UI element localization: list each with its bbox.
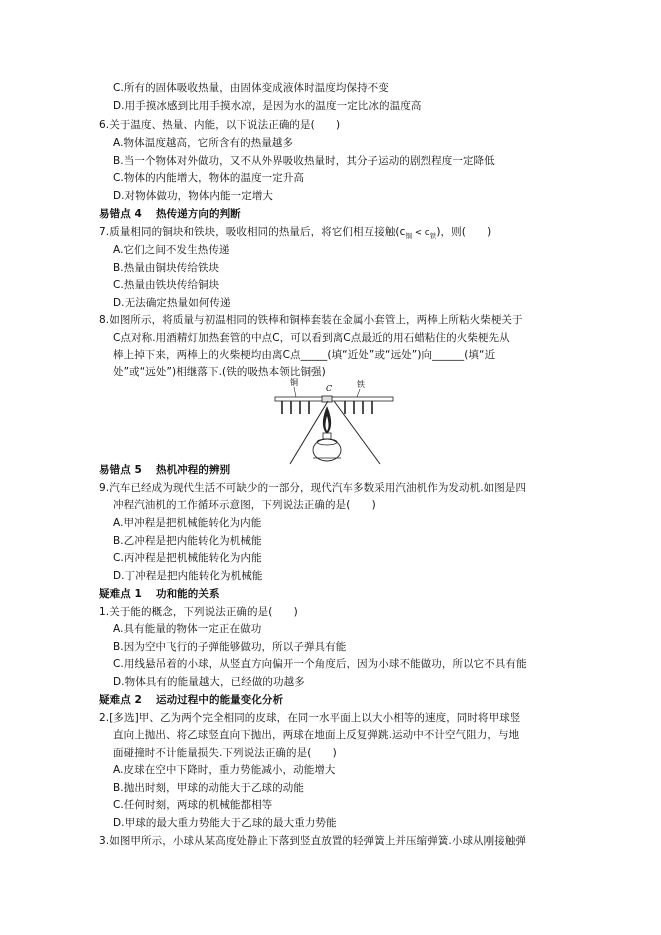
p2-option-b: B.抛出时刻，甲球的动能大于乙球的动能 — [113, 782, 304, 794]
q6-option-d: D.对物体做功，物体内能一定增大 — [113, 190, 274, 202]
section-heading-5 — [99, 462, 230, 478]
problem-1: 1.关于能的概念，下列说法正确的是( ) — [99, 606, 298, 618]
section-tag: 易错点 4 — [99, 208, 142, 220]
q9-option-b: B.乙冲程是把内能转化为机械能 — [113, 535, 262, 547]
problem-3-line-1: 3.如图甲所示，小球从某高度处静止下落到竖直放置的轻弹簧上并压缩弹簧.小球从刚接触弹 — [99, 835, 527, 847]
section-title: 热机冲程的辨别 — [155, 464, 231, 476]
q7-tail: )，则( ) — [436, 226, 492, 238]
question-6: 6.关于温度、热量、内能，以下说法正确的是( ) — [99, 119, 341, 131]
q7-text: 7.质量相同的铜块和铁块，吸收相同的热量后，将它们相互接触(c — [99, 226, 406, 238]
rods-heating-figure — [270, 376, 400, 466]
iron-leader-line — [357, 389, 360, 397]
section-heading-4 — [99, 206, 241, 222]
difficulty-heading-1 — [99, 586, 220, 602]
question-9-line-2: 冲程汽油机的工作循环示意图，下列说法正确的是( ) — [113, 499, 376, 511]
question-9-line-1: 9.汽车已经成为现代生活不可缺少的一部分，现代汽车多数采用汽油机作为发动机.如图是四 — [99, 482, 527, 494]
q5-option-c: C.所有的固体吸收热量，由固体变成液体时温度均保持不变 — [113, 82, 389, 94]
copper-leader-line — [294, 387, 296, 397]
lamp-wick-holder — [323, 433, 331, 439]
figure-label-copper: 铜 — [290, 378, 298, 387]
figure-label-c: C — [326, 384, 333, 393]
metal-sleeve — [322, 396, 332, 402]
section-tag: 疑难点 2 — [99, 694, 142, 706]
q7-option-a: A.它们之间不发生热传递 — [113, 244, 230, 256]
q6-option-b: B.当一个物体对外做功，又不从外界吸收热量时，其分子运动的剧烈程度一定降低 — [113, 155, 495, 167]
p1-option-d: D.物体具有的能量越大，已经做的功越多 — [113, 676, 305, 688]
q9-option-d: D.丁冲程是把内能转化为机械能 — [113, 570, 263, 582]
question-8-line-1: 8.如图所示，将质量与初温相同的铁棒和铜棒套装在金属小套管上，两棒上所粘火柴梗关于 — [99, 314, 523, 326]
section-title: 运动过程中的能量变化分析 — [155, 694, 284, 706]
p2-option-a: A.皮球在空中下降时，重力势能减小，动能增大 — [113, 764, 336, 776]
support-stand-right — [334, 401, 380, 464]
p2-option-c: C.任何时刻，两球的机械能都相等 — [113, 799, 273, 811]
figure-label-iron: 铁 — [357, 380, 365, 389]
question-8-line-3: 棒上掉下来，两棒上的火柴梗均由离C点_____(填“近处”或“远处”)向______(填“近 — [113, 349, 496, 361]
q6-option-c: C.物体的内能增大，物体的温度一定升高 — [113, 172, 305, 184]
q7-compare: < c — [412, 228, 430, 238]
p1-option-a: A.具有能量的物体一定正在做功 — [113, 623, 262, 635]
q6-option-a: A.物体温度越高，它所含有的热量越多 — [113, 137, 294, 149]
section-title: 热传递方向的判断 — [155, 208, 241, 220]
q7-option-c: C.热量由铁块传给铜块 — [113, 279, 220, 291]
p1-option-c: C.用线悬吊着的小球，从竖直方向偏开一个角度后，因为小球不能做功，所以它不具有能 — [113, 658, 527, 670]
q5-option-d: D.用手摸冰感到比用手摸水凉，是因为水的温度一定比冰的温度高 — [113, 100, 422, 112]
problem-2-line-3: 面碰撞时不计能量损失.下列说法正确的是( ) — [113, 747, 337, 759]
q7-sub-copper: 铜 — [405, 232, 413, 241]
problem-2-line-2: 直向上抛出、将乙球竖直向下抛出，两球在地面上反复弹跳.运动中不计空气阻力，与地 — [113, 729, 520, 741]
q9-option-a: A.甲冲程是把机械能转化为内能 — [113, 517, 262, 529]
metal-rods — [275, 397, 393, 401]
question-8-line-4: 处”或“远处”)相继落下.(铁的吸热本领比铜强) — [113, 366, 326, 378]
p1-option-b: B.因为空中飞行的子弹能够做功，所以子弹具有能 — [113, 641, 347, 653]
section-tag: 疑难点 1 — [99, 588, 142, 600]
q7-option-d: D.无法确定热量如何传递 — [113, 297, 231, 309]
section-title: 功和能的关系 — [155, 588, 220, 600]
question-8-line-2: C点对称.用酒精灯加热套管的中点C，可以看到离C点最近的用石蜡粘住的火柴梗先从 — [113, 332, 510, 344]
section-tag: 易错点 5 — [99, 464, 142, 476]
q9-option-c: C.丙冲程是把机械能转化为内能 — [113, 552, 262, 564]
difficulty-heading-2 — [99, 692, 283, 708]
q7-option-b: B.热量由铜块传给铁块 — [113, 262, 220, 274]
problem-2-line-1: 2.[多选]甲、乙为两个完全相同的皮球，在同一水平面上以大小相等的速度，同时将甲球竖 — [99, 712, 521, 724]
p2-option-d: D.甲球的最大重力势能大于乙球的最大重力势能 — [113, 817, 337, 829]
q7-sub-iron: 铁 — [429, 232, 437, 241]
